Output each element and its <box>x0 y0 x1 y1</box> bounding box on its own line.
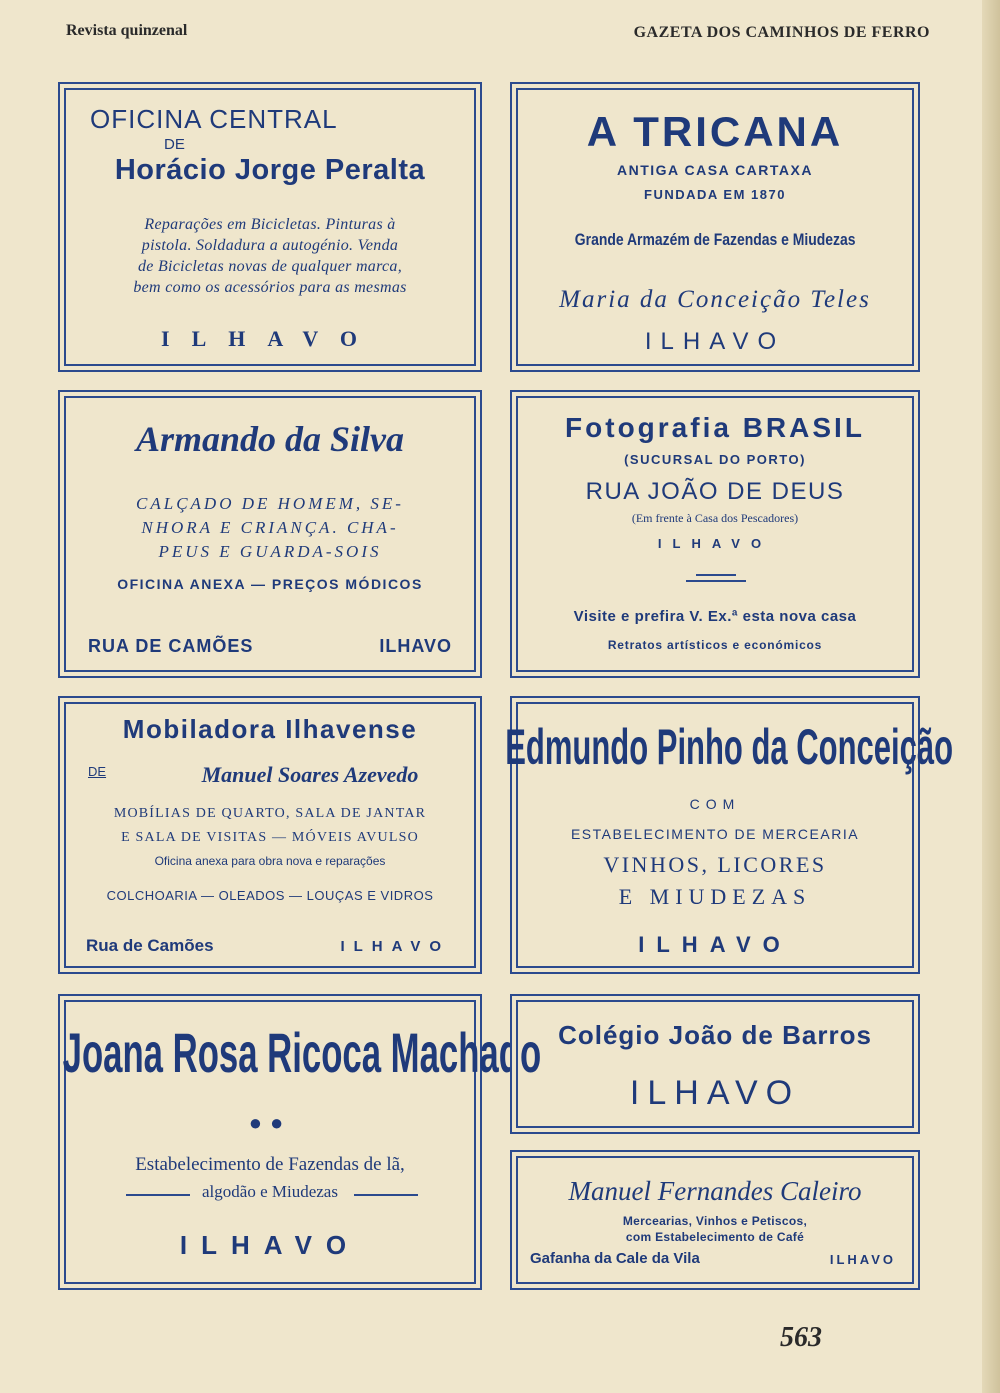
armando-body3: PEUS E GUARDA-SOIS <box>158 542 382 561</box>
mobiladora-de: DE <box>88 764 107 779</box>
joana-name: Joana Rosa Ricoca Machado <box>62 1021 542 1084</box>
ad-oficina-central <box>64 88 476 366</box>
tricana-desc-wrap <box>518 230 912 250</box>
mobiladora-body4: COLCHOARIA — OLEADOS — LOUÇAS E VIDROS <box>106 888 434 903</box>
fotografia-name: Fotografia BRASIL <box>565 412 865 443</box>
armando-name: Armando da Silva <box>135 419 405 459</box>
page-number: 563 <box>780 1322 822 1353</box>
joana-rule-right <box>354 1194 418 1196</box>
tricana-name: A TRICANA <box>586 108 844 155</box>
armando-town: ILHAVO <box>379 636 452 656</box>
mobiladora-town: ILHAVO <box>340 938 450 955</box>
page-edge <box>982 0 1000 1393</box>
armando-street: RUA DE CAMÕES <box>88 636 254 656</box>
ad-joana-rosa <box>62 1000 542 1284</box>
ad-manuel-fernandes-caleiro <box>516 1156 914 1284</box>
caleiro-name: Manuel Fernandes Caleiro <box>568 1176 862 1206</box>
oficina-name: Horácio Jorge Peralta <box>114 154 426 186</box>
fotografia-note: (Em frente à Casa dos Pescadores) <box>631 511 799 525</box>
joana-town: ILHAVO <box>179 1230 361 1260</box>
caleiro-body1: Mercearias, Vinhos e Petiscos, <box>622 1214 808 1228</box>
fotografia-extra: Retratos artísticos e económicos <box>607 638 823 652</box>
fotografia-rule-2 <box>686 580 746 582</box>
fotografia-slogan: Visite e prefira V. Ex.ª esta nova casa <box>573 608 857 625</box>
armando-body1: CALÇADO DE HOMEM, SE- <box>136 494 404 513</box>
ad-edmundo-pinho <box>505 702 954 968</box>
mobiladora-name: Mobiladora Ilhavense <box>122 714 418 744</box>
edmundo-town: ILHAVO <box>638 932 792 957</box>
joana-name-wrap <box>62 1020 542 1085</box>
fotografia-street: RUA JOÃO DE DEUS <box>585 478 845 505</box>
tricana-town: ILHAVO <box>644 328 786 355</box>
fotografia-rule-1 <box>696 574 736 576</box>
armando-line: OFICINA ANEXA — PREÇOS MÓDICOS <box>117 576 423 592</box>
mobiladora-owner: Manuel Soares Azevedo <box>201 762 419 787</box>
header-right: GAZETA DOS CAMINHOS DE FERRO <box>633 24 930 41</box>
oficina-town: ILHAVO <box>161 326 379 351</box>
edmundo-name-wrap <box>505 718 954 776</box>
edmundo-name: Edmundo Pinho da Conceição <box>505 719 954 775</box>
edmundo-body3: E MIUDEZAS <box>618 884 812 909</box>
edmundo-com: COM <box>689 796 741 812</box>
caleiro-body2: com Estabelecimento de Café <box>625 1230 805 1244</box>
oficina-body3: de Bicicletas novas de qualquer marca, <box>137 258 403 275</box>
joana-body1: Estabelecimento de Fazendas de lã, <box>135 1154 405 1175</box>
armando-body2: NHORA E CRIANÇA. CHA- <box>141 518 399 537</box>
fotografia-town: ILHAVO <box>657 536 773 551</box>
oficina-line2: DE <box>164 136 185 153</box>
mobiladora-body2: E SALA DE VISITAS — MÓVEIS AVULSO <box>121 830 419 845</box>
fotografia-sub: (SUCURSAL DO PORTO) <box>624 452 806 467</box>
oficina-body4: bem como os acessórios para as mesmas <box>133 279 407 296</box>
edmundo-body1: ESTABELECIMENTO DE MERCEARIA <box>570 826 860 842</box>
tricana-sub2: FUNDADA EM 1870 <box>644 187 786 202</box>
caleiro-place: Gafanha da Cale da Vila <box>530 1250 700 1267</box>
tricana-desc: Grande Armazém de Fazendas e Miudezas <box>574 230 856 249</box>
joana-dots: ●● <box>248 1110 292 1135</box>
ad-mobiladora-ilhavense <box>64 702 476 968</box>
ad-fotografia-brasil <box>516 396 914 672</box>
ad-a-tricana <box>516 88 914 366</box>
tricana-sub1: ANTIGA CASA CARTAXA <box>617 162 813 178</box>
oficina-body2: pistola. Soldadura a autogénio. Venda <box>141 237 399 254</box>
header-left: Revista quinzenal <box>66 22 188 39</box>
tricana-owner: Maria da Conceição Teles <box>559 286 871 313</box>
joana-body2: algodão e Miudezas <box>202 1182 338 1201</box>
ad-armando-da-silva <box>64 396 476 672</box>
mobiladora-body3: Oficina anexa para obra nova e reparações <box>154 854 386 868</box>
edmundo-body2: VINHOS, LICORES <box>603 852 827 877</box>
mobiladora-street: Rua de Camões <box>86 936 214 955</box>
oficina-body1: Reparações em Bicicletas. Pinturas à <box>144 216 396 233</box>
ad-colegio-joao-de-barros <box>516 1000 914 1128</box>
oficina-line1: OFICINA CENTRAL <box>90 104 338 134</box>
colegio-name: Colégio João de Barros <box>558 1020 872 1050</box>
mobiladora-body1: MOBÍLIAS DE QUARTO, SALA DE JANTAR <box>113 806 427 821</box>
caleiro-town: ILHAVO <box>829 1252 896 1267</box>
colegio-town: ILHAVO <box>629 1074 801 1112</box>
